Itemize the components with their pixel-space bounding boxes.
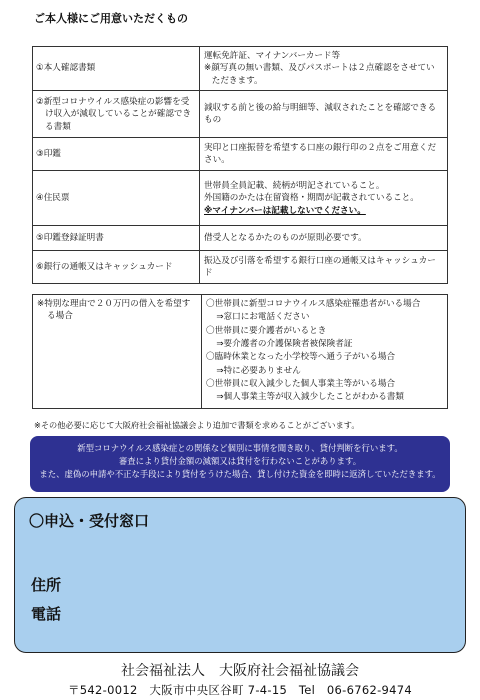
item-detail bbox=[200, 251, 448, 284]
table-row bbox=[33, 91, 448, 138]
table-row bbox=[33, 171, 448, 226]
detail-line: 振込及び引落を希望する銀行口座の通帳又はキャッシュカード bbox=[204, 255, 436, 279]
detail-line: ⇒特に必要ありません bbox=[216, 365, 301, 376]
table-row bbox=[33, 47, 448, 91]
detail-line: 〇世帯員に新型コロナウイルス感染症罹患者がいる場合 bbox=[206, 299, 421, 309]
notice-box bbox=[30, 436, 450, 492]
detail-line: ⇒個人事業主等が収入減少したことがわかる書類 bbox=[216, 392, 404, 403]
item-detail bbox=[200, 226, 448, 251]
item-label: ⑥銀行の通帳又はキャッシュカード bbox=[33, 251, 200, 284]
item-label: ③印鑑 bbox=[33, 138, 200, 171]
detail-line: 世帯員全員記載、続柄が明記されていること。 bbox=[204, 180, 385, 191]
item-detail bbox=[200, 138, 448, 171]
detail-line: 〇世帯員に収入減少した個人事業主等がいる場合 bbox=[206, 378, 396, 389]
item-label: ②新型コロナウイルス感染症の影響を受け収入が減収していることが確認できる書類 bbox=[33, 91, 200, 138]
table-row bbox=[33, 226, 448, 251]
notice-line: 新型コロナウイルス感染症との関係など個別に事情を聞き取り、貸付判断を行います。 bbox=[77, 443, 403, 453]
table-row bbox=[33, 295, 448, 409]
table-row bbox=[33, 251, 448, 284]
address-label: 住所 bbox=[31, 576, 62, 594]
footnote: ※その他必要に応じて大阪府社会福祉協議会より追加で書類を求めることがございます。 bbox=[34, 420, 360, 430]
window-title: 〇申込・受付窓口 bbox=[29, 512, 150, 530]
special-case-table bbox=[32, 294, 448, 409]
detail-line: ※マイナンバーは記載しないでください。 bbox=[204, 205, 366, 216]
detail-line: ⇒要介護者の介護保険者被保険者証 bbox=[216, 338, 353, 349]
detail-line: 〇世帯員に要介護者がいるとき bbox=[206, 325, 327, 336]
item-label: ①本人確認書類 bbox=[33, 47, 200, 91]
detail-line: 実印と口座振替を希望する口座の銀行印の２点をご用意ください。 bbox=[204, 142, 437, 166]
item-label: ④住民票 bbox=[33, 171, 200, 226]
detail-line: 運転免許証、マイナンバーカード等 bbox=[204, 51, 341, 61]
detail-line: ⇒窓口にお電話ください bbox=[216, 312, 310, 323]
special-detail bbox=[202, 295, 448, 409]
tel-label: 電話 bbox=[31, 605, 62, 623]
required-documents-table bbox=[32, 46, 448, 284]
organization-name: 社会福祉法人 大阪府社会福祉協議会 bbox=[121, 663, 359, 679]
page-heading: ご本人様にご用意いただくもの bbox=[34, 12, 188, 25]
table-row bbox=[33, 138, 448, 171]
detail-line: 借受人となるかたのものが原則必要です。 bbox=[204, 233, 367, 244]
detail-line: 減収する前と後の給与明細等、減収されたことを確認できるもの bbox=[204, 102, 437, 126]
special-label: ※特別な理由で２０万円の借入を希望する場合 bbox=[33, 295, 202, 409]
notice-line: また、虚偽の申請や不正な手段により貸付をうけた場合、貸し付けた資金を即時に返済していただきます。 bbox=[39, 469, 441, 480]
detail-line: 〇臨時休業となった小学校等へ通う子がいる場合 bbox=[206, 352, 396, 363]
detail-line: ※顔写真の無い書類、及びパスポートは２点確認をさせていただきます。 bbox=[204, 63, 435, 86]
organization-address: 〒542-0012 大阪市中央区谷町 7-4-15 Tel 06-6762-9474 bbox=[68, 683, 412, 697]
notice-line: 審査により貸付金額の減額又は貸付を行わないことがあります。 bbox=[118, 456, 362, 467]
item-label: ⑤印鑑登録証明書 bbox=[33, 226, 200, 251]
item-detail bbox=[200, 47, 448, 91]
detail-line: 外国籍のかたは在留資格・期間が記載されていること。 bbox=[204, 193, 419, 204]
reception-window-box bbox=[14, 497, 466, 653]
item-detail bbox=[200, 171, 448, 226]
item-detail bbox=[200, 91, 448, 138]
